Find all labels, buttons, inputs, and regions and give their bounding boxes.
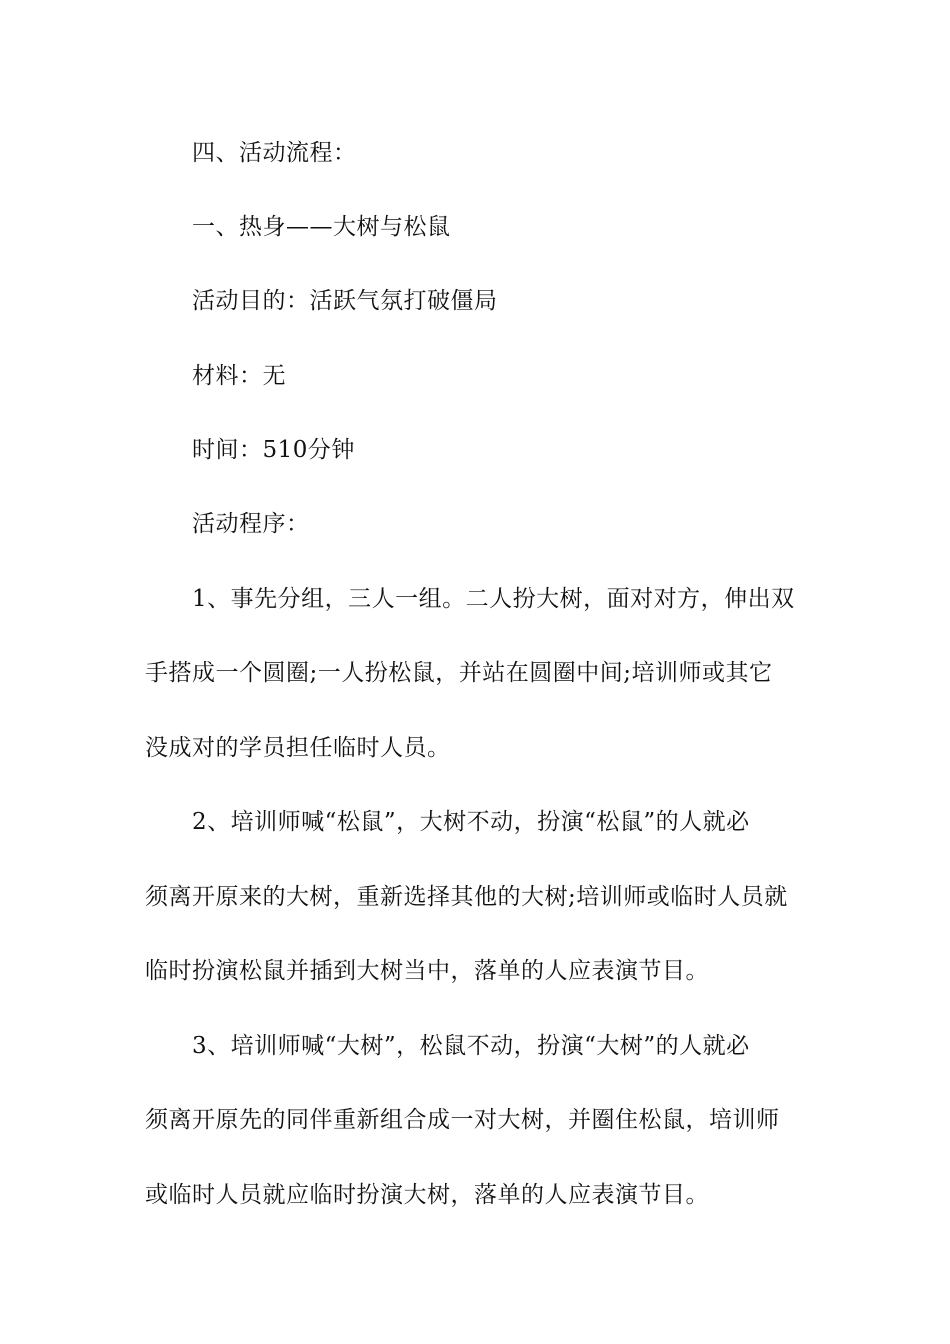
paragraph-line: 3、培训师喊“大树”，松鼠不动，扮演“大树”的人就必 [192, 1033, 750, 1059]
procedure-heading: 活动程序： [192, 511, 310, 537]
paragraph-line: 2、培训师喊“松鼠”，大树不动，扮演“松鼠”的人就必 [192, 809, 750, 835]
activity-title: 一、热身——大树与松鼠 [192, 214, 451, 240]
paragraph-line: 手搭成一个圆圈;一人扮松鼠，并站在圆圈中间;培训师或其它 [145, 660, 773, 686]
paragraph-line: 没成对的学员担任临时人员。 [145, 735, 451, 761]
section-heading: 四、活动流程： [192, 140, 357, 166]
activity-purpose: 活动目的：活跃气氛打破僵局 [192, 288, 498, 314]
paragraph-line: 临时扮演松鼠并插到大树当中，落单的人应表演节目。 [145, 958, 709, 984]
activity-time: 时间：510分钟 [192, 437, 355, 463]
paragraph-line: 须离开原先的同伴重新组合成一对大树，并圈住松鼠，培训师 [145, 1107, 780, 1133]
paragraph-line: 或临时人员就应临时扮演大树，落单的人应表演节目。 [145, 1182, 709, 1208]
paragraph-line: 1、事先分组，三人一组。二人扮大树，面对对方，伸出双 [192, 586, 795, 612]
paragraph-line: 须离开原来的大树，重新选择其他的大树;培训师或临时人员就 [145, 884, 788, 910]
activity-materials: 材料：无 [192, 363, 286, 389]
